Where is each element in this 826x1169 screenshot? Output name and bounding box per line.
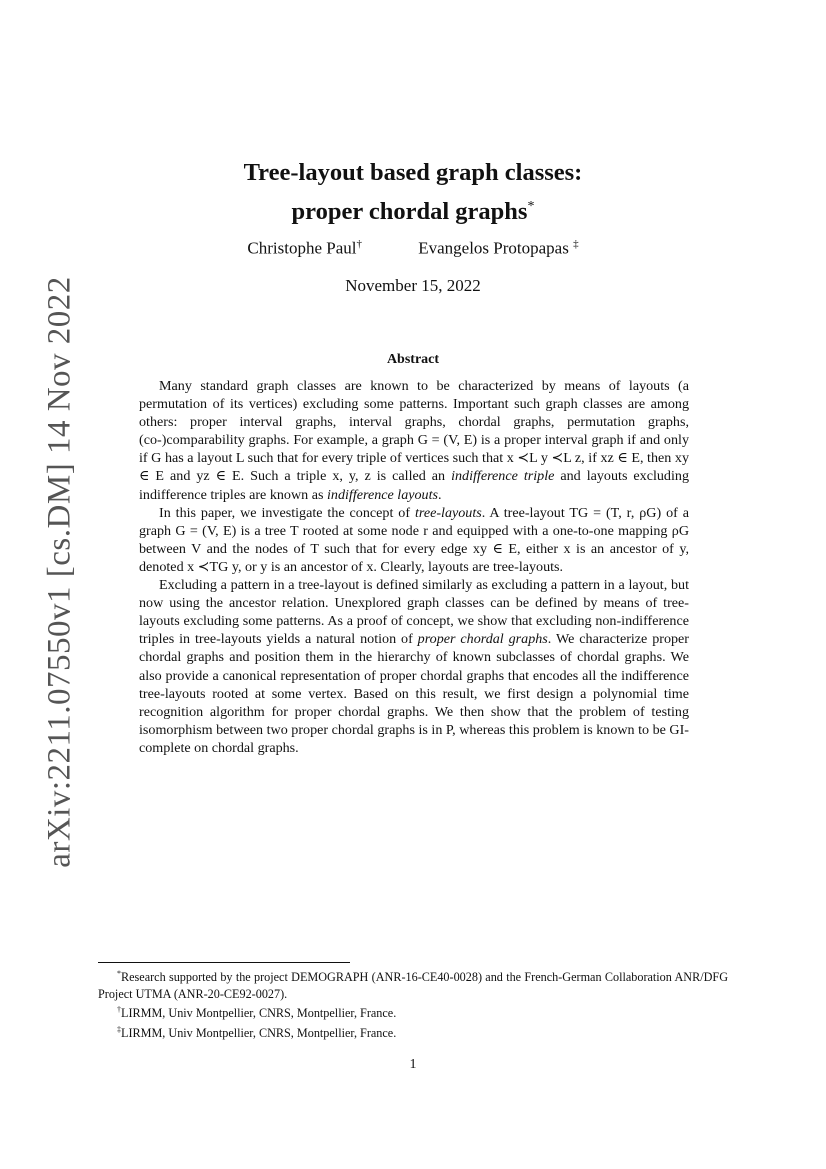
footnote bbox=[98, 1002, 728, 1022]
abstract-paragraph-2 bbox=[139, 504, 689, 576]
abstract-emphasis: indifference triple bbox=[451, 468, 555, 485]
abstract-paragraph-1 bbox=[139, 377, 689, 504]
author-footnote-mark: ‡ bbox=[573, 238, 579, 250]
author-protopapas bbox=[418, 238, 578, 259]
abstract-text: Many standard graph classes are known to be characterized by means of layouts (a permutation of its vertices) excluding some patterns. Important such graph classes are among others: proper interval graphs, interval graphs, chordal graphs, permutation graphs, (co-)comparability graphs. For example, a graph G = (V, E) is a proper interval graph if and only if G has a layout L such that for every triple of vertices such that x ≺L y ≺L z, if xz ∈ E, then xy ∈ E and yz ∈ E. Such a triple x, y, z is called an bbox=[139, 378, 689, 485]
footnote-mark: * bbox=[117, 969, 121, 978]
author-footnote-mark: † bbox=[356, 238, 362, 250]
footnote-mark: ‡ bbox=[117, 1024, 121, 1034]
abstract-heading: Abstract bbox=[386, 352, 440, 367]
footnote-text: LIRMM, Univ Montpellier, CNRS, Montpellier, France. bbox=[121, 1006, 397, 1021]
abstract-emphasis: proper chordal graphs bbox=[417, 631, 548, 648]
arxiv-identifier: arXiv:2211.07550v1 [cs.DM] 14 Nov 2022 bbox=[41, 276, 78, 868]
page-number: 1 bbox=[409, 1057, 417, 1072]
abstract-emphasis: tree-layouts bbox=[414, 504, 482, 521]
abstract-paragraph-3 bbox=[139, 576, 689, 757]
footnote bbox=[98, 966, 728, 1002]
author-paul bbox=[247, 238, 362, 259]
author-name: Evangelos Protopapas bbox=[418, 238, 574, 258]
footnote-text: Research supported by the project DEMOGRAPH (ANR-16-CE40-0028) and the French-German Collaboration ANR/DFG Project UTMA (ANR-20-CE92-0027). bbox=[98, 970, 728, 1001]
footnote-text: LIRMM, Univ Montpellier, CNRS, Montpellier, France. bbox=[121, 1025, 397, 1040]
title-line-2-text: proper chordal graphs bbox=[291, 198, 528, 226]
title-line-1: Tree-layout based graph classes: bbox=[243, 159, 583, 186]
abstract-text: . A tree-layout TG = (T, r, ρG) of a graph G = (V, E) is a tree T rooted at some node r and equipped with a one-to-one mapping ρG between V and the nodes of T such that for every edge xy ∈ E, either x is an ancestor of y, denoted x ≺TG y, or y is an ancestor of x. Clearly, layouts are tree-layouts. bbox=[139, 504, 689, 575]
footnote bbox=[98, 1022, 728, 1042]
abstract-text: In this paper, we investigate the concept of bbox=[159, 504, 415, 521]
abstract-body bbox=[139, 377, 689, 757]
title-footnote-mark: * bbox=[527, 199, 535, 214]
abstract-text: . We characterize proper chordal graphs and position them in the hierarchy of known subclasses of chordal graphs. We also provide a canonical representation of proper chordal graphs that encodes all the indifference tree-layouts rooted at some vertex. Based on this result, we first design a polynomial time recognition algorithm for proper chordal graphs. We then show that the problem of testing isomorphism between two proper chordal graphs is in P, whereas this problem is known to be GI-complete on chordal graphs. bbox=[139, 631, 689, 756]
paper-title bbox=[0, 156, 826, 229]
author-name: Christophe Paul bbox=[247, 238, 357, 258]
abstract-text: and layouts excluding indifference triples are known as bbox=[139, 468, 689, 503]
abstract-emphasis: indifference layouts bbox=[326, 486, 439, 503]
paper-date: November 15, 2022 bbox=[345, 276, 481, 295]
author-list bbox=[0, 238, 826, 259]
footnote-mark: † bbox=[117, 1005, 121, 1015]
title-line-2 bbox=[0, 190, 826, 229]
footnote-rule bbox=[98, 962, 350, 963]
abstract-text: . bbox=[438, 486, 442, 503]
abstract-text: Excluding a pattern in a tree-layout is defined similarly as excluding a pattern in a layout, but now using the ancestor relation. Unexplored graph classes can be defined by means of tree-layouts excluding some patterns. As a proof of concept, we show that excluding non-indifference triples in tree-layouts yields a natural notion of bbox=[139, 577, 689, 648]
footnotes bbox=[98, 966, 728, 1041]
